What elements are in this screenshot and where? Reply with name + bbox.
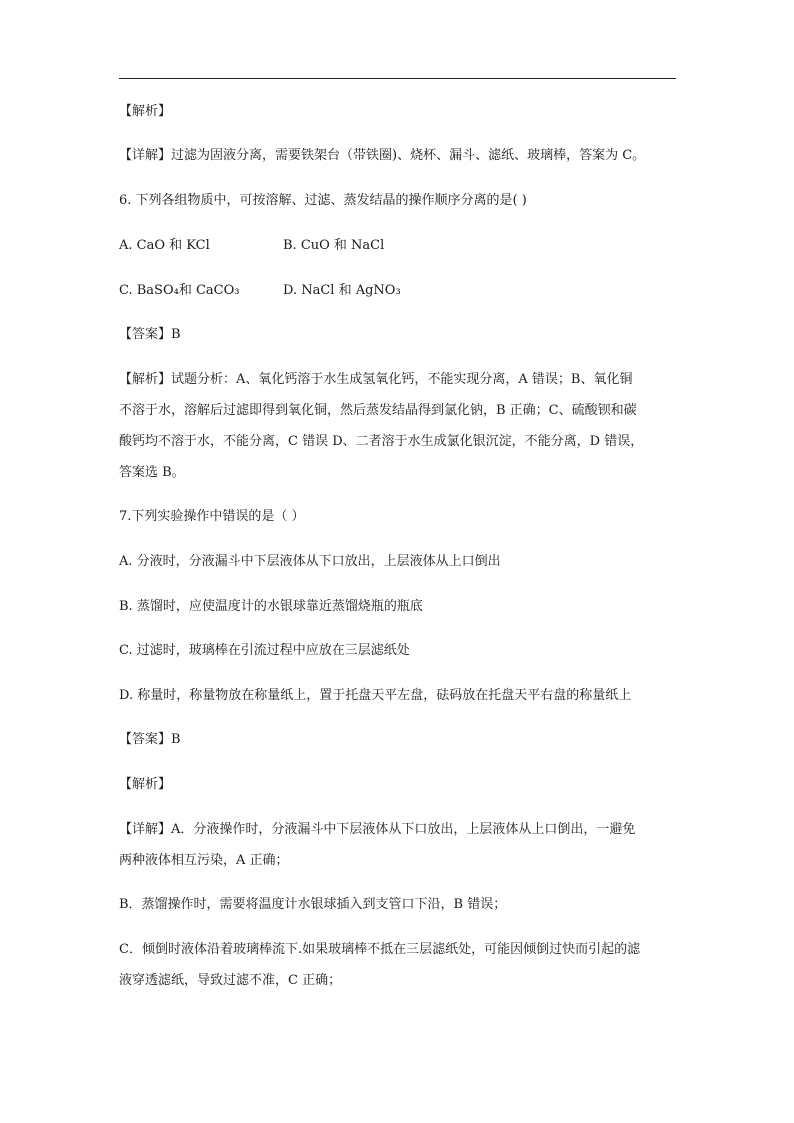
q7-option-c: C. 过滤时，玻璃棒在引流过程中应放在三层滤纸处	[119, 643, 410, 658]
q7-detail-line-4: C．倾倒时液体沿着玻璃棒流下.如果玻璃棒不抵在三层滤纸处，可能因倾倒过快而引起的滤	[119, 942, 641, 957]
q7-detail-line-5: 液穿透滤纸，导致过滤不准，C 正确；	[119, 973, 342, 988]
q6-option-b: B. CuO 和 NaCl	[283, 238, 385, 253]
q6-option-a: A. CaO 和 KCl	[119, 238, 210, 253]
q6-analysis-line-3: 酸钙均不溶于水，不能分离，C 错误 D、二者溶于水生成氯化银沉淀，不能分离，D 错误，	[119, 434, 644, 449]
q6-option-c: C. BaSO₄和 CaCO₃	[119, 283, 240, 298]
question-7-stem: 7.下列实验操作中错误的是（ ）	[119, 509, 305, 524]
q7-option-b: B. 蒸馏时，应使温度计的水银球靠近蒸馏烧瓶的瓶底	[119, 599, 423, 614]
q7-answer: 【答案】B	[119, 732, 181, 747]
question-6-stem: 6. 下列各组物质中，可按溶解、过滤、蒸发结晶的操作顺序分离的是( )	[119, 193, 527, 208]
q7-analysis-heading: 【解析】	[119, 777, 172, 792]
q7-option-d: D. 称量时，称量物放在称量纸上，置于托盘天平左盘，砝码放在托盘天平右盘的称量纸上	[119, 688, 632, 703]
q5-detail-text: 【详解】过滤为固液分离，需要铁架台（带铁圈)、烧杯、漏斗、滤纸、玻璃棒，答案为 C。	[119, 148, 646, 163]
q6-analysis-line-4: 答案选 B。	[119, 465, 185, 480]
analysis-heading: 【解析】	[119, 104, 172, 119]
q6-option-d: D. NaCl 和 AgNO₃	[283, 283, 401, 298]
q6-analysis-line-1: 【解析】试题分析：A、氧化钙溶于水生成氢氧化钙，不能实现分离，A 错误；B、氧化铜	[119, 372, 633, 387]
q7-detail-line-3: B．蒸馏操作时，需要将温度计水银球插入到支管口下沿，B 错误；	[119, 897, 507, 912]
q6-answer: 【答案】B	[119, 327, 181, 342]
q7-detail-line-2: 两种液体相互污染，A 正确；	[119, 853, 289, 868]
q7-option-a: A. 分液时，分液漏斗中下层液体从下口放出，上层液体从上口倒出	[119, 554, 501, 569]
header-rule	[119, 78, 676, 79]
q7-detail-line-1: 【详解】A．分液操作时，分液漏斗中下层液体从下口放出，上层液体从上口倒出，一避免	[119, 822, 636, 837]
q6-analysis-line-2: 不溶于水，溶解后过滤即得到氧化铜，然后蒸发结晶得到氯化钠，B 正确；C、硫酸钡和碳	[119, 403, 637, 418]
